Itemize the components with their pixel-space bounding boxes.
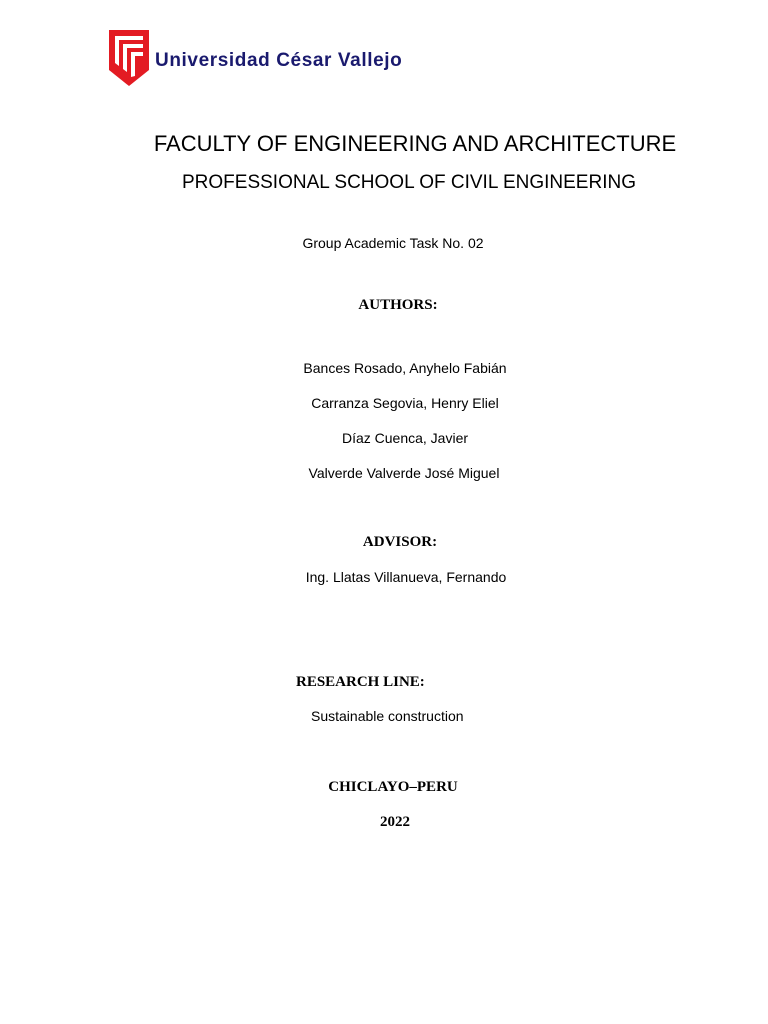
advisor-name: Ing. Llatas Villanueva, Fernando [305, 569, 507, 585]
year: 2022 [380, 814, 410, 830]
author-name: Díaz Cuenca, Javier [341, 430, 469, 446]
task-title: Group Academic Task No. 02 [302, 235, 484, 251]
advisor-heading: ADVISOR: [362, 534, 438, 550]
city-country: CHICLAYO–PERU [328, 779, 458, 795]
author-name: Carranza Segovia, Henry Eliel [311, 395, 499, 411]
university-logo [109, 30, 409, 88]
university-name: Universidad César Vallejo [155, 50, 403, 71]
faculty-title: FACULTY OF ENGINEERING AND ARCHITECTURE [153, 131, 677, 156]
author-name: Bances Rosado, Anyhelo Fabián [303, 360, 507, 376]
school-title: PROFESSIONAL SCHOOL OF CIVIL ENGINEERING [182, 172, 636, 193]
research-line-value: Sustainable construction [311, 708, 464, 724]
university-shield-icon [109, 30, 149, 86]
research-line-heading: RESEARCH LINE: [296, 674, 425, 690]
author-name: Valverde Valverde José Miguel [308, 465, 500, 481]
authors-heading: AUTHORS: [358, 297, 438, 313]
